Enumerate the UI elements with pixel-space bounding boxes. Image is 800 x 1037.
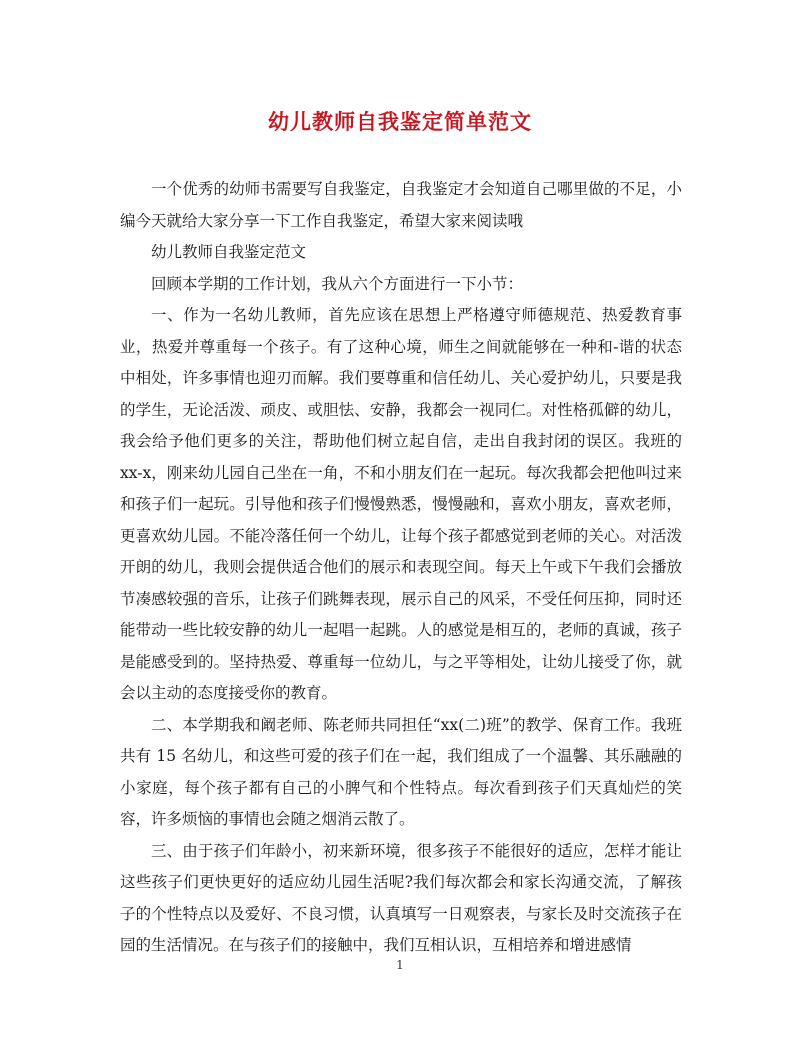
paragraph-section-3: 三、由于孩子们年龄小，初来新环境，很多孩子不能很好的适应，怎样才能让这些孩子们更快更好的适应幼儿园生活呢?我们每次都会和家长沟通交流，了解孩子的个性特点以及爱好、不良习惯，认真填写一日观察表，与家长及时交流孩子在园的生活情况。在与孩子们的接触中，我们互相认识，互相培养和增进感情: [120, 841, 682, 954]
paragraph-section-1: 一、作为一名幼儿教师，首先应该在思想上严格遵守师德规范、热爱教育事业，热爱并尊重每一个孩子。有了这种心境，师生之间就能够在一种和-谐的状态中相处，许多事情也迎刃而解。我们要尊重和信任幼儿、关心爱护幼儿，只要是我的学生，无论活泼、顽皮、或胆怯、安静，我都会一视同仁。对性格孤僻的幼儿，我会给予他们更多的关注，帮助他们树立起自信，走出自我封闭的误区。我班的xx-x，刚来幼儿园自己坐在一角，不和小朋友们在一起玩。每次我都会把他叫过来和孩子们一起玩。引导他和孩子们慢慢熟悉，慢慢融和，喜欢小朋友，喜欢老师，更喜欢幼儿园。不能冷落任何一个幼儿，让每个孩子都感觉到老师的关心。对活泼开朗的幼儿，我则会提供适合他们的展示和表现空间。每天上午或下午我们会播放节凑感较强的音乐，让孩子们跳舞表现，展示自己的风采，不受任何压抑，同时还能带动一些比较安静的幼儿一起唱一起跳。人的感觉是相互的，老师的真诚，孩子是能感受到的。坚持热爱、尊重每一位幼儿，与之平等相处，让幼儿接受了你，就会以主动的态度接受你的教育。: [120, 306, 682, 702]
page-number: 1: [396, 958, 404, 972]
paragraph-overview: 回顾本学期的工作计划，我从六个方面进行一下小节：: [151, 274, 524, 293]
paragraph-section-2: 二、本学期我和阚老师、陈老师共同担任“xx(二)班”的教学、保育工作。我班共有 15 名幼儿，和这些可爱的孩子们在一起，我们组成了一个温馨、其乐融融的小家庭，每个孩子都有自己的小脾气和个性特点。每次看到孩子们天真灿烂的笑容，许多烦恼的事情也会随之烟消云散了。: [120, 715, 682, 828]
document-body: [120, 174, 682, 962]
document-title: 幼儿教师自我鉴定简单范文: [268, 109, 532, 134]
paragraph-subtitle: 幼儿教师自我鉴定范文: [151, 243, 307, 261]
paragraph-intro: 一个优秀的幼师书需要写自我鉴定，自我鉴定才会知道自己哪里做的不足，小编今天就给大家分享一下工作自我鉴定，希望大家来阅读哦: [120, 180, 682, 230]
